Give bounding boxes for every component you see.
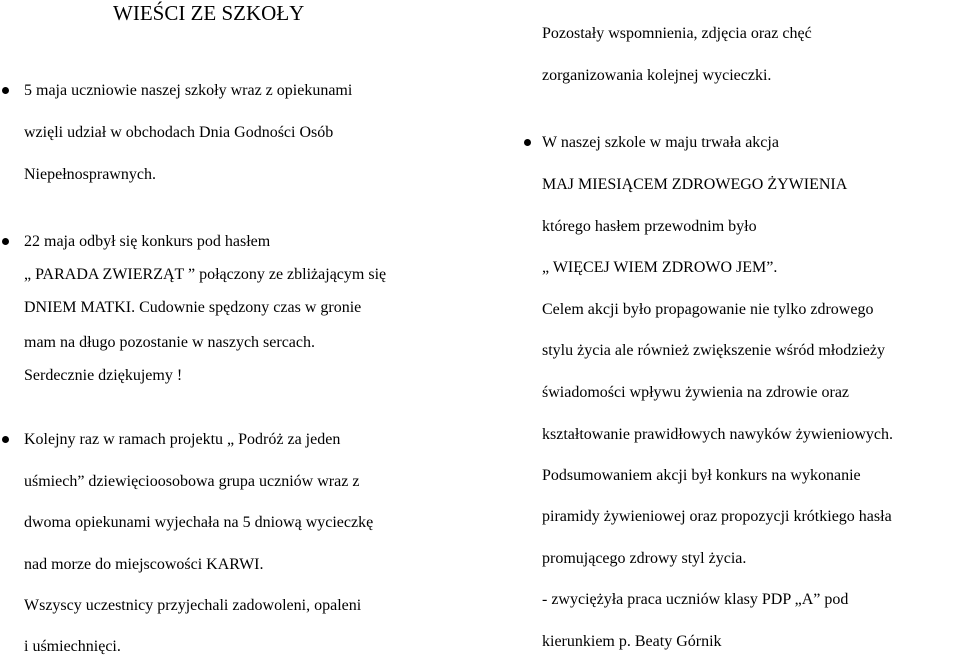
item2-line-1: 22 maja odbył się konkurs pod hasłem xyxy=(24,233,271,250)
item4-line-2: MAJ MIESIĄCEM ZDROWEGO ŻYWIENIA xyxy=(542,176,848,193)
intro-line-2: zorganizowania kolejnej wycieczki. xyxy=(542,67,772,84)
item3-line-2: uśmiech” dziewięcioosobowa grupa uczniów wraz z xyxy=(24,473,360,490)
item4-line-5: Celem akcji było propagowanie nie tylko zdrowego xyxy=(542,301,874,318)
item4-line-8: kształtowanie prawidłowych nawyków żywieniowych. xyxy=(542,426,894,443)
left-column xyxy=(0,0,470,656)
item2-line-2: „ PARADA ZWIERZĄT ” połączony ze zbliżającym się xyxy=(24,266,387,283)
item3-line-4: nad morze do miejscowości KARWI. xyxy=(24,556,264,573)
item3-line-3: dwoma opiekunami wyjechała na 5 dniową wycieczkę xyxy=(24,514,374,531)
item4-line-3: którego hasłem przewodnim było xyxy=(542,218,757,235)
item2-line-3: DNIEM MATKI. Cudownie spędzony czas w gronie xyxy=(24,299,362,316)
item2-line-5: Serdecznie dziękujemy ! xyxy=(24,367,183,384)
bullet-icon xyxy=(2,238,9,245)
right-column xyxy=(530,0,960,656)
item1-line-1: 5 maja uczniowie naszej szkoły wraz z opiekunami xyxy=(24,82,353,99)
item4-line-13: kierunkiem p. Beaty Górnik xyxy=(542,633,722,650)
bullet-icon xyxy=(2,436,9,443)
item2-line-4: mam na długo pozostanie w naszych sercach. xyxy=(24,334,316,351)
item4-line-11: promującego zdrowy styl życia. xyxy=(542,550,747,567)
item4-line-10: piramidy żywieniowej oraz propozycji krótkiego hasła xyxy=(542,508,892,525)
item4-line-4: „ WIĘCEJ WIEM ZDROWO JEM”. xyxy=(542,259,778,276)
item4-line-9: Podsumowaniem akcji był konkurs na wykonanie xyxy=(542,467,861,484)
item3-line-6: i uśmiechnięci. xyxy=(24,638,121,655)
item1-line-3: Niepełnosprawnych. xyxy=(24,166,156,183)
bullet-icon xyxy=(2,87,9,94)
item4-line-6: stylu życia ale również zwiększenie wśród młodzieży xyxy=(542,342,885,359)
item4-line-12: - zwyciężyła praca uczniów klasy PDP „A” pod xyxy=(542,591,849,608)
newsletter-title: WIEŚCI ZE SZKOŁY xyxy=(113,1,305,25)
bullet-icon xyxy=(524,139,531,146)
item3-line-5: Wszyscy uczestnicy przyjechali zadowoleni, opaleni xyxy=(24,597,362,614)
intro-line-1: Pozostały wspomnienia, zdjęcia oraz chęć xyxy=(542,25,812,42)
item4-line-7: świadomości wpływu żywienia na zdrowie oraz xyxy=(542,384,850,401)
item1-line-2: wzięli udział w obchodach Dnia Godności Osób xyxy=(24,124,334,141)
item3-line-1: Kolejny raz w ramach projektu „ Podróż za jeden xyxy=(24,431,341,448)
item4-line-1: W naszej szkole w maju trwała akcja xyxy=(542,134,779,151)
